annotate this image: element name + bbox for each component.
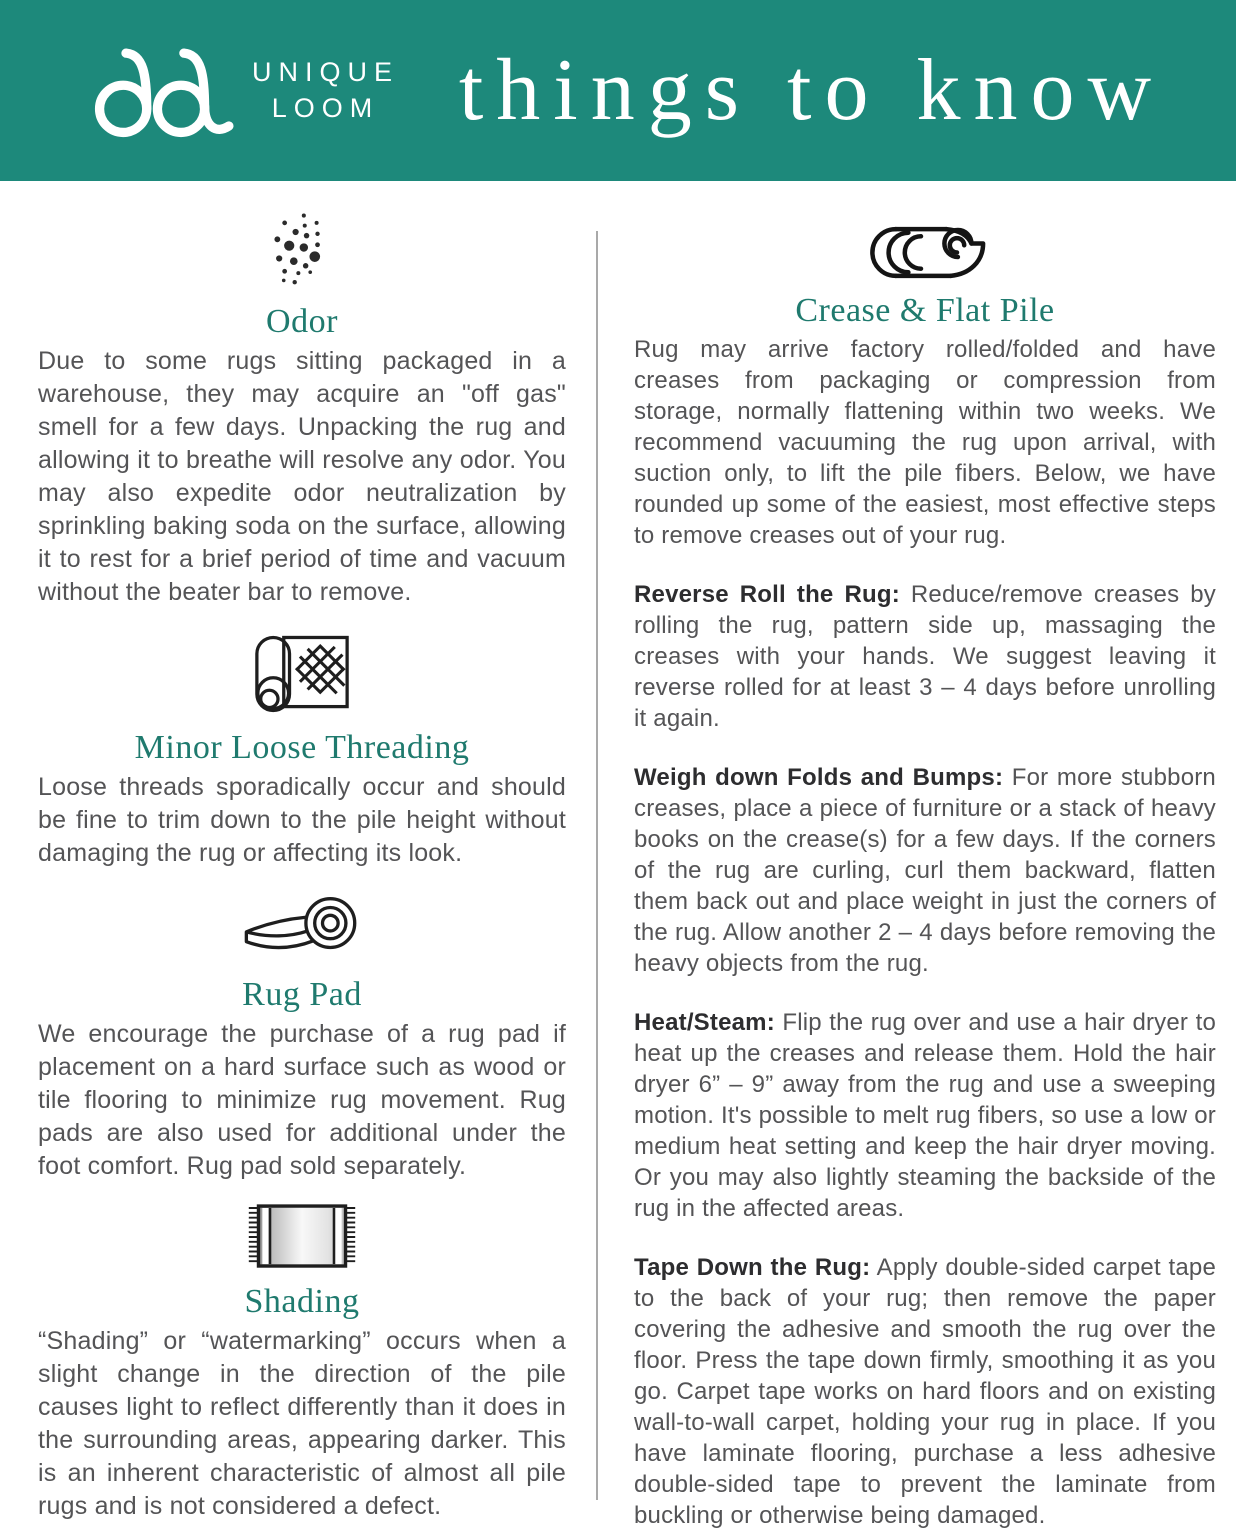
- section-intro-crease: Rug may arrive factory rolled/folded and have creases from packaging or compression from storage, normally flattening within two weeks. We recommend vacuuming the rug upon arrival, with suction only, to lift the pile fibers. Below, we have rounded up some of the easiest, most effective steps to remove creases out of your rug.: [634, 336, 1216, 549]
- tip-tape-down-label: Tape Down the Rug:: [634, 1254, 871, 1281]
- section-body-rug-pad: We encourage the purchase of a rug pad if placement on a hard surface such as wood or tile flooring to minimize rug movement. Rug pads are also used for additional under the foot comfort. Rug pad sold separately.: [38, 1020, 566, 1180]
- section-shading: [38, 1199, 566, 1523]
- page-title: things to know: [458, 42, 1164, 139]
- section-heading-crease: Crease & Flat Pile: [795, 292, 1055, 329]
- section-rug-pad: [38, 886, 566, 1183]
- brand-lockup: [86, 35, 399, 147]
- content-area: [0, 181, 1236, 1531]
- unique-loom-logo-icon: [86, 35, 236, 147]
- left-column: [38, 181, 566, 1531]
- section-crease-flat-pile: [634, 221, 1216, 1531]
- tip-reverse-roll: [634, 579, 1216, 734]
- brand-line2: LOOM: [271, 92, 380, 123]
- section-body-odor: Due to some rugs sitting packaged in a warehouse, they may acquire an "off gas" smell for a few days. Unpacking the rug and allowing it to breathe will resolve any odor. You may also expedite odor neutralization by sprinkling baking soda on the surface, allowing it to rest for a brief period of time and vacuum without the beater bar to remove.: [38, 347, 566, 606]
- section-odor: [38, 211, 566, 609]
- shaded-rug-icon: [38, 1199, 566, 1275]
- section-minor-loose-threading: [38, 625, 566, 870]
- brand-line1: UNIQUE: [252, 57, 400, 88]
- tip-tape-down-text: Apply double-sided carpet tape to the back of your rug; then remove the paper covering the adhesive and smooth the rug over the floor. Press the tape down firmly, smoothing it as you go. Carpet tape works on hard floors and on existing wall-to-wall carpet, holding your rug in place. If you have laminate flooring, purchase a less adhesive double-sided tape to prevent the laminate from buckling or otherwise being damaged.: [634, 1254, 1217, 1529]
- tip-heat-steam-label: Heat/Steam:: [634, 1009, 775, 1036]
- section-heading-rug-pad: Rug Pad: [242, 976, 362, 1013]
- rolled-rug-spiral-icon: [634, 221, 1216, 284]
- tip-reverse-roll-text: Reduce/remove creases by rolling the rug, pattern side up, massaging the creases with your hands. We suggest leaving it reverse rolled for at least 3 – 4 days before unrolling it again.: [634, 581, 1216, 732]
- rolled-rug-threading-icon: [38, 625, 566, 721]
- tip-weigh-down-text: For more stubborn creases, place a piece of furniture or a stack of heavy books on the crease(s) for a few days. If the corners of the rug are curling, curl them backward, flatten them back out and place weight in just the corners of the rug. Allow another 2 – 4 days before removing the heavy objects from the rug.: [634, 764, 1216, 977]
- header-banner: [0, 0, 1236, 181]
- section-heading-shading: Shading: [244, 1283, 360, 1320]
- section-heading-threading: Minor Loose Threading: [134, 729, 470, 766]
- tip-weigh-down: [634, 762, 1216, 979]
- tip-reverse-roll-label: Reverse Roll the Rug:: [634, 581, 900, 608]
- right-column: [634, 181, 1216, 1531]
- brand-name: [252, 55, 399, 125]
- tip-tape-down: [634, 1252, 1216, 1531]
- section-body-threading: Loose threads sporadically occur and should be fine to trim down to the pile height without damaging the rug or affecting its look.: [38, 773, 566, 867]
- rug-pad-roll-icon: [38, 886, 566, 968]
- tip-heat-steam-text: Flip the rug over and use a hair dryer to heat up the creases and release them. Hold the hair dryer 6” – 9” away from the rug and use a sweeping motion. It's possible to melt rug fibers, so use a low or medium heat setting and keep the hair dryer moving. Or you may also lightly steaming the backside of the rug in the affected areas.: [634, 1009, 1216, 1222]
- odor-dots-icon: [38, 211, 566, 295]
- tip-weigh-down-label: Weigh down Folds and Bumps:: [634, 764, 1004, 791]
- section-heading-odor: Odor: [266, 303, 338, 340]
- tip-heat-steam: [634, 1007, 1216, 1224]
- section-body-shading: “Shading” or “watermarking” occurs when a slight change in the direction of the pile causes light to reflect differently than it does in the surrounding areas, appearing darker. This is an inherent characteristic of almost all pile rugs and is not considered a defect.: [38, 1327, 566, 1520]
- column-divider: [596, 231, 598, 1500]
